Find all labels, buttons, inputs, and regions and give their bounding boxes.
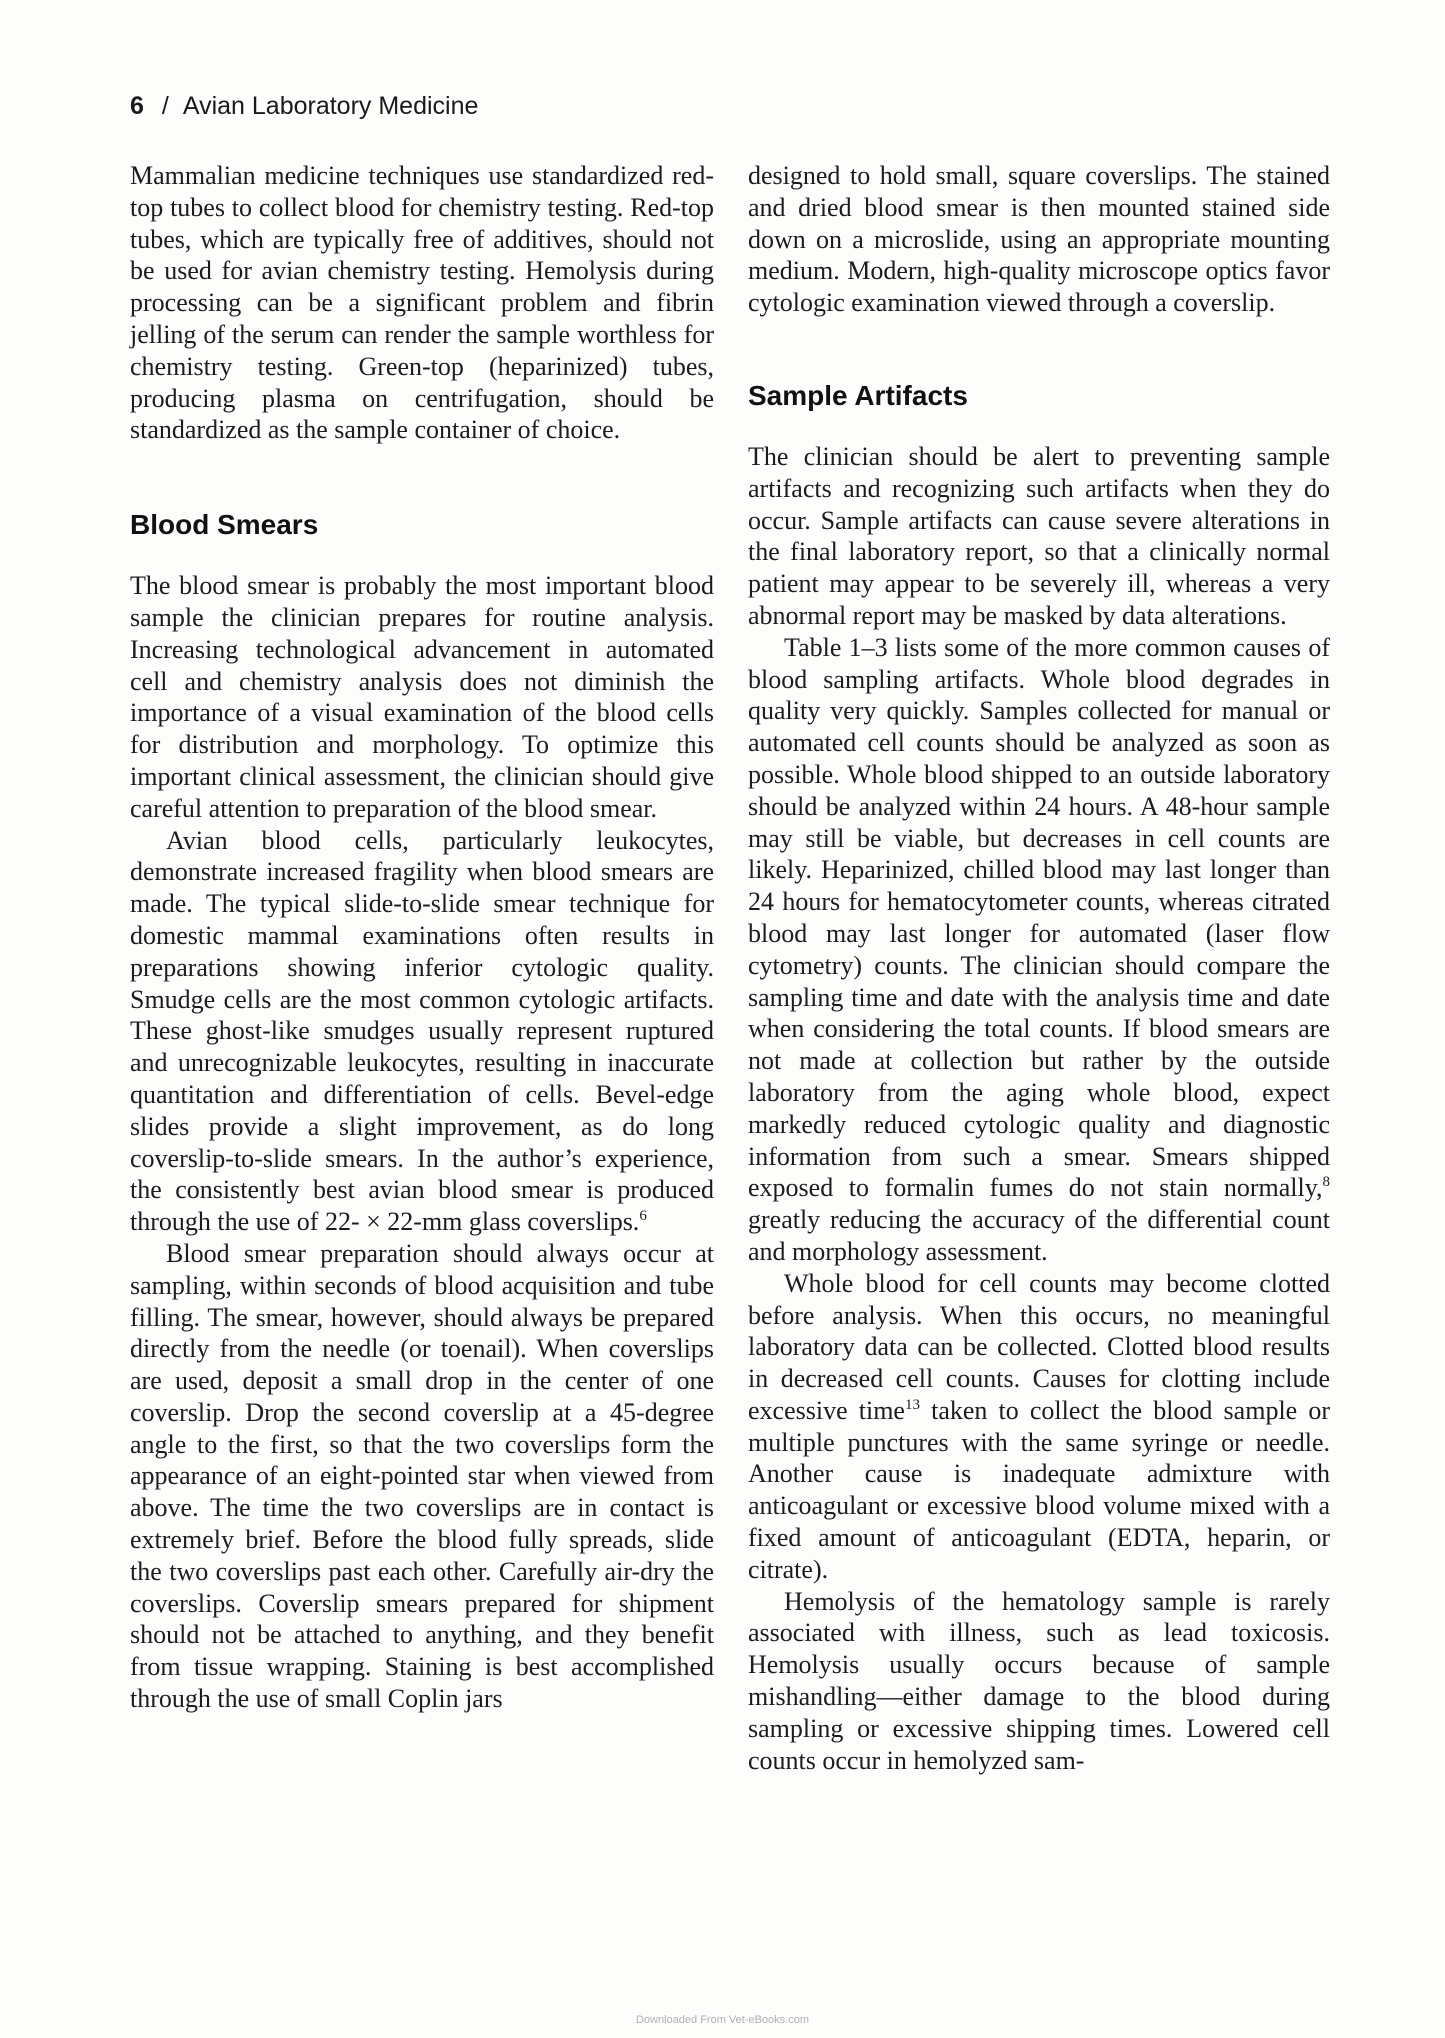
heading-sample-artifacts: Sample Artifacts — [748, 379, 968, 411]
paragraph-blood-smear-importance: The blood smear is probably the most important blood sample the clinician prepares for routine analysis. Increasing technological advancement in automated cell and chemistry analysis does not diminish the importance of a visual examination of the blood cells for distribution and morphology. To optimize this important clinical assessment, the clinician should give careful attention to preparation of the blood smear. — [130, 571, 714, 823]
book-title: Avian Laboratory Medicine — [182, 92, 479, 120]
right-column — [748, 160, 1330, 1776]
heading-blood-smears: Blood Smears — [130, 509, 319, 541]
reference-superscript: 6 — [639, 1208, 647, 1225]
page-number: 6 — [130, 92, 144, 120]
paragraph-chemistry-tubes: Mammalian medicine techniques use standardized red-top tubes to collect blood for chemistry testing. Red-top tubes, which are typically free of additives, should not be used for avian chemistry testing. Hemolysis during processing can be a significant problem and fibrin jelling of the serum can render the sample worthless for chemistry testing. Green-top (heparinized) tubes, producing plasma on centrifugation, should be standardized as the sample container of choice. — [130, 161, 714, 445]
download-watermark: Downloaded From Vet-eBooks.com — [635, 2014, 810, 2026]
header-separator: / — [161, 92, 169, 120]
paragraph-text: greatly reducing the accuracy of the differential count and morphology assessment. — [748, 1205, 1330, 1266]
paragraph-text: taken to collect the blood sample or multiple punctures with the same syringe or needle. Another cause is inadequate admixture with anticoagulant or excessive blood volume mixed with a fixed amount of anticoagulant (EDTA, heparin, or citrate). — [748, 1395, 1330, 1584]
paragraph-smear-preparation: Blood smear preparation should always occur at sampling, within seconds of blood acquisition and tube filling. The smear, however, should always be prepared directly from the needle (or toenail). When coverslips are used, deposit a small drop in the center of one coverslip. Drop the second coverslip at a 45-degree angle to the first, so that the two coverslips form the appearance of an eight-pointed star when viewed from above. The time the two coverslips are in contact is extremely brief. Before the blood fully spreads, slide the two coverslips past each other. Carefully air-dry the coverslips. Coverslip smears prepared for shipment should not be attached to anything, and they benefit from tissue wrapping. Staining is best accomplished through the use of small Coplin jars — [130, 1238, 714, 1714]
paragraph-sampling-artifacts-table — [748, 632, 1330, 1268]
paragraph-coverslip-mounting: designed to hold small, square coverslips. The stained and dried blood smear is then mounted stained side down on a microslide, using an appropriate mounting medium. Modern, high-quality microscope optics favor cytologic examination viewed through a coverslip. — [748, 161, 1330, 318]
reference-superscript: 8 — [1322, 1174, 1330, 1191]
paragraph-clotting — [748, 1268, 1330, 1586]
paragraph-avian-cell-fragility — [130, 825, 714, 1238]
reference-superscript: 13 — [904, 1396, 920, 1413]
paragraph-text: Whole blood for cell counts may become clotted before analysis. When this occurs, no meaningful laboratory data can be collected. Clotted blood results in decreased cell counts. Causes for clotting include excessive time — [748, 1268, 1330, 1425]
paragraph-hemolysis: Hemolysis of the hematology sample is rarely associated with illness, such as lead toxicosis. Hemolysis usually occurs because of sample mishandling—either damage to the blood during sampling or excessive shipping times. Lowered cell counts occur in hemolyzed sam- — [748, 1586, 1330, 1775]
paragraph-text: Table 1–3 lists some of the more common causes of blood sampling artifacts. Whole blood degrades in quality very quickly. Samples collected for manual or automated cell counts should be analyzed as soon as possible. Whole blood shipped to an outside laboratory should be analyzed within 24 hours. A 48-hour sample may still be viable, but decreases in cell counts are likely. Heparinized, chilled blood may last longer than 24 hours for hematocytometer counts, whereas citrated blood may last longer for automated (laser flow cytometry) counts. The clinician should compare the sampling time and date with the analysis time and date when considering the total counts. If blood smears are not made at collection but rather by the outside laboratory from the aging whole blood, expect markedly reduced cytologic quality and diagnostic information from such a smear. Smears shipped exposed to formalin fumes do not stain normally, — [748, 632, 1330, 1203]
paragraph-artifact-alertness: The clinician should be alert to preventing sample artifacts and recognizing such artifacts when they do occur. Sample artifacts can cause severe alterations in the final laboratory report, so that a clinically normal patient may appear to be severely ill, whereas a very abnormal report may be masked by data alterations. — [748, 441, 1330, 630]
paragraph-text: Avian blood cells, particularly leukocytes, demonstrate increased fragility when blood smears are made. The typical slide-to-slide smear technique for domestic mammal examinations often results in preparations showing inferior cytologic quality. Smudge cells are the most common cytologic artifacts. These ghost-like smudges usually represent ruptured and unrecognizable leukocytes, resulting in inaccurate quantitation and differentiation of cells. Bevel-edge slides provide a slight improvement, as do long coverslip-to-slide smears. In the author’s experience, the consistently best avian blood smear is produced through the use of 22- × 22-mm glass coverslips. — [130, 825, 714, 1237]
left-column — [130, 160, 714, 1715]
running-head — [130, 92, 478, 121]
